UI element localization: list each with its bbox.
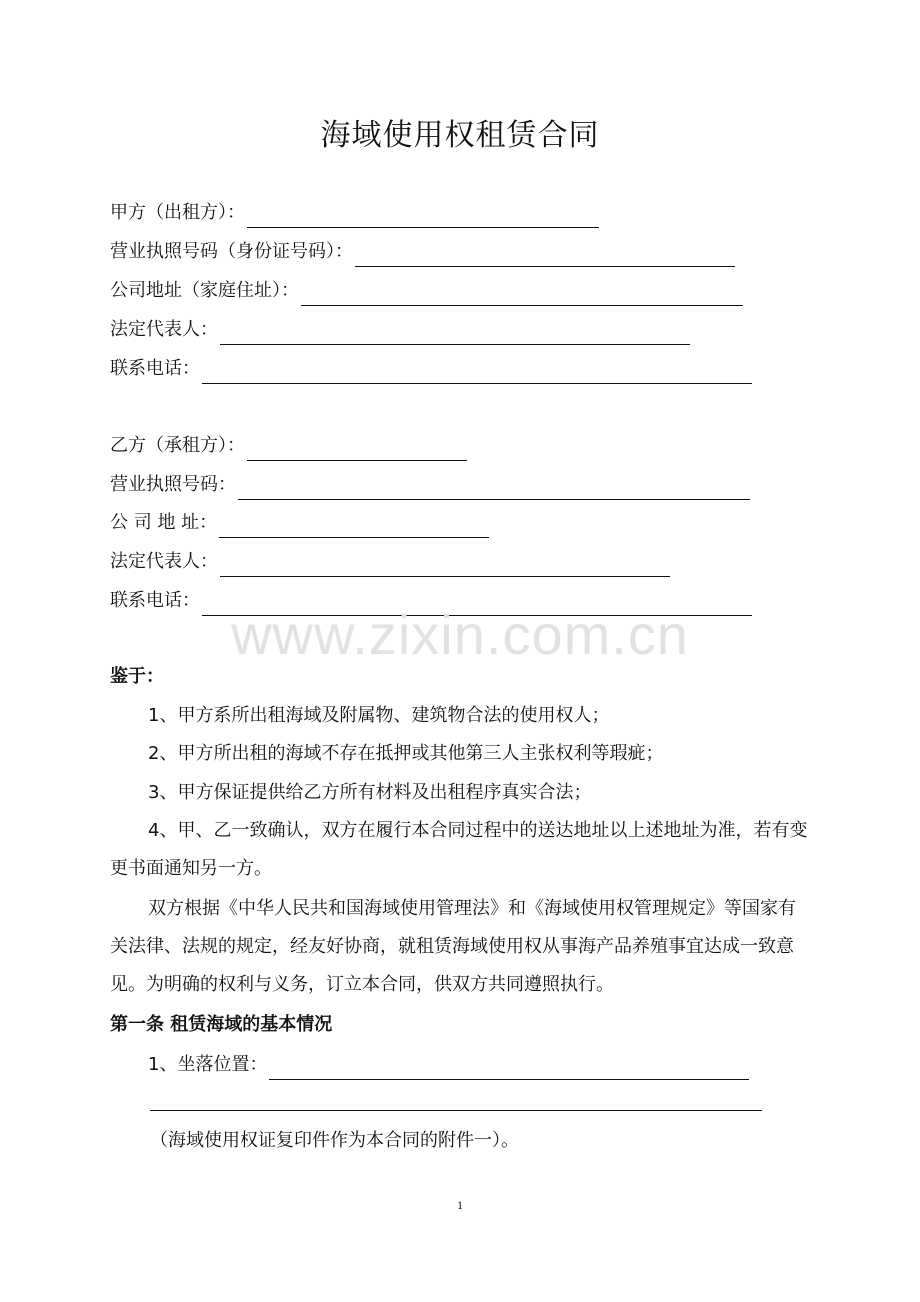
party-a-address-blank[interactable] [301,283,743,306]
article-1-note: （海域使用权证复印件作为本合同的附件一）。 [150,1130,519,1151]
party-a-name-blank[interactable] [247,205,599,228]
whereas-heading: 鉴于： [110,666,164,687]
party-a-rep-label: 法定代表人： [110,319,218,340]
location-blank-2[interactable] [150,1110,762,1111]
party-b-name-blank[interactable] [247,438,467,461]
article-1-heading: 第一条 租赁海域的基本情况 [110,1014,333,1035]
watermark: www.zixin.com.cn [231,603,689,666]
party-a-rep-blank[interactable] [220,322,690,345]
whereas-item-3: 3、甲方保证提供给乙方所有材料及出租程序真实合法； [148,782,592,803]
party-b-license-label: 营业执照号码： [110,474,236,495]
location-field[interactable] [148,1050,749,1080]
party-b-address-label: 公 司 地 址： [110,512,218,533]
party-b-license-field[interactable] [110,470,750,500]
party-a-rep-field[interactable] [110,315,690,345]
party-b-phone-label: 联系电话： [110,590,200,611]
party-a-phone-blank[interactable] [202,361,752,384]
preamble-paragraph: 双方根据《中华人民共和国海域使用管理法》和《海域使用权管理规定》等国家有关法律、法规的规定，经友好协商，就租赁海域使用权从事海产品养殖事宜达成一致意见。为明确的权利与义务，订立本合同，供双方共同遵照执行。 [110,898,796,995]
party-a-phone-label: 联系电话： [110,358,200,379]
party-b-rep-field[interactable] [110,547,670,577]
party-b-license-blank[interactable] [238,477,750,500]
party-a-license-blank[interactable] [355,244,735,267]
page-number: 1 [457,1198,463,1212]
party-a-name-label: 甲方（出租方）： [110,202,245,223]
party-a-license-field[interactable] [110,237,735,267]
page-title: 海域使用权租赁合同 [320,118,600,153]
party-b-address-field[interactable] [110,508,489,538]
whereas-item-1: 1、甲方系所出租海域及附属物、建筑物合法的使用权人； [148,705,610,726]
party-b-name-field[interactable] [110,431,467,461]
party-b-rep-label: 法定代表人： [110,551,218,572]
location-label: 1、坐落位置： [148,1054,268,1075]
party-b-name-label: 乙方（承租方）： [110,435,245,456]
party-a-name-field[interactable] [110,198,599,228]
party-a-phone-field[interactable] [110,354,752,384]
party-a-license-label: 营业执照号码（身份证号码）： [110,241,353,262]
whereas-item-2: 2、甲方所出租的海域不存在抵押或其他第三人主张权利等瑕疵； [148,743,664,764]
party-a-address-field[interactable] [110,276,743,306]
party-b-address-blank[interactable] [219,515,489,538]
whereas-item-4: 4、甲、乙一致确认，双方在履行本合同过程中的送达地址以上述地址为准，若有变更书面通知另一方。 [110,820,808,879]
location-blank-1[interactable] [269,1057,749,1080]
party-b-rep-blank[interactable] [220,554,670,577]
party-a-address-label: 公司地址（家庭住址）： [110,280,299,301]
